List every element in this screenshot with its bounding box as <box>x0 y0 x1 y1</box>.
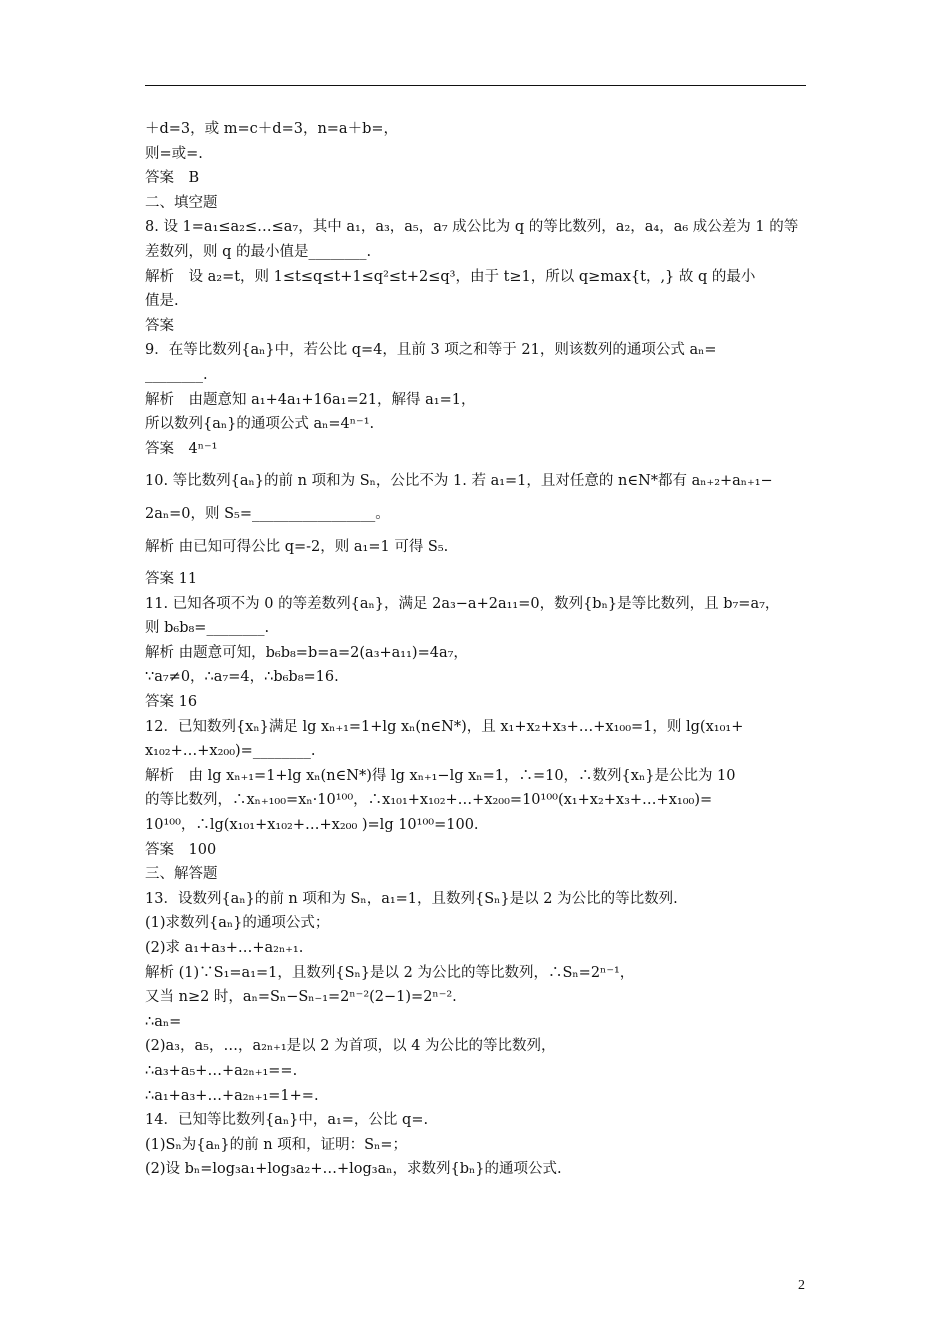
answer-line: 答案 11 <box>145 571 198 588</box>
analysis-line: 解析 由题意知 a₁+4a₁+16a₁=21，解得 a₁=1， <box>145 391 476 408</box>
text-line: x₁₀₂+…+x₂₀₀)=________. <box>145 743 316 760</box>
analysis-line: 解析 (1)∵S₁=a₁=1，且数列{Sₙ}是以 2 为公比的等比数列，∴Sₙ=2ⁿ⁻¹， <box>145 964 635 981</box>
text-line: ________. <box>145 366 208 383</box>
question-13: 13．设数列{aₙ}的前 n 项和为 Sₙ，a₁=1，且数列{Sₙ}是以 2 为公比的等比数列. <box>145 890 678 907</box>
page-number: 2 <box>798 1278 805 1293</box>
header-rule <box>145 85 806 86</box>
text-line: ∵a₇≠0，∴a₇=4，∴b₆b₈=16. <box>145 669 339 686</box>
text-line: 10¹⁰⁰，∴lg(x₁₀₁+x₁₀₂+…+x₂₀₀ )=lg 10¹⁰⁰=100. <box>145 817 479 834</box>
analysis-line: 解析 由 lg xₙ₊₁=1+lg xₙ(n∈N*)得 lg xₙ₊₁−lg xₙ=1，∴=10，∴数列{xₙ}是公比为 10 <box>145 767 736 784</box>
text-line: ∴a₃+a₅+…+a₂ₙ₊₁==. <box>145 1062 298 1079</box>
question-12: 12．已知数列{xₙ}满足 lg xₙ₊₁=1+lg xₙ(n∈N*)，且 x₁+x₂+x₃+…+x₁₀₀=1，则 lg(x₁₀₁+ <box>145 718 744 735</box>
text-line: 值是. <box>145 293 179 310</box>
text-line: 差数列，则 q 的最小值是________. <box>145 243 372 260</box>
text-line: (2)求 a₁+a₃+…+a₂ₙ₊₁. <box>145 940 304 956</box>
answer-line: 答案 4ⁿ⁻¹ <box>145 440 218 457</box>
text-line: ∴aₙ= <box>145 1013 182 1030</box>
text-line: 又当 n≥2 时，aₙ=Sₙ−Sₙ₋₁=2ⁿ⁻²(2−1)=2ⁿ⁻². <box>145 989 457 1006</box>
text-line: 2aₙ=0，则 S₅=_________________。 <box>145 505 390 522</box>
document-body <box>145 117 810 1182</box>
question-11: 11. 已知各项不为 0 的等差数列{aₙ}，满足 2a₃−a+2a₁₁=0，数列{bₙ}是等比数列，且 b₇=a₇， <box>145 595 780 612</box>
text-line: (2)设 bₙ=log₃a₁+log₃a₂+…+log₃aₙ，求数列{bₙ}的通项公式. <box>145 1161 562 1178</box>
text-line: ＋d=3，或 m=c＋d=3，n=a＋b=， <box>145 121 399 137</box>
section-heading: 二、填空题 <box>145 194 218 211</box>
question-8: 8. 设 1=a₁≤a₂≤…≤a₇，其中 a₁，a₃，a₅，a₇ 成公比为 q 的等比数列，a₂，a₄，a₆ 成公差为 1 的等 <box>145 219 799 236</box>
question-10: 10. 等比数列{aₙ}的前 n 项和为 Sₙ，公比不为 1. 若 a₁=1，且对任意的 n∈N*都有 aₙ₊₂+aₙ₊₁− <box>145 473 773 490</box>
answer-line: 答案 <box>145 317 174 334</box>
question-14: 14．已知等比数列{aₙ}中，a₁=，公比 q=. <box>145 1112 429 1129</box>
answer-line: 答案 B <box>145 170 200 187</box>
text-line: 所以数列{aₙ}的通项公式 aₙ=4ⁿ⁻¹. <box>145 416 375 433</box>
analysis-line: 解析 由题意可知，b₆b₈=b=a=2(a₃+a₁₁)=4a₇， <box>145 644 468 661</box>
section-heading: 三、解答题 <box>145 866 218 883</box>
text-line: ∴a₁+a₃+…+a₂ₙ₊₁=1+=. <box>145 1087 319 1104</box>
text-line: (1)求数列{aₙ}的通项公式； <box>145 915 330 932</box>
analysis-line: 解析 由已知可得公比 q=-2，则 a₁=1 可得 S₅. <box>145 538 449 555</box>
text-line: (2)a₃，a₅，…，a₂ₙ₊₁是以 2 为首项，以 4 为公比的等比数列， <box>145 1038 556 1055</box>
answer-line: 答案 16 <box>145 694 198 711</box>
text-line: 则 b₆b₈=________. <box>145 620 270 637</box>
text-line: 的等比数列，∴xₙ₊₁₀₀=xₙ·10¹⁰⁰，∴x₁₀₁+x₁₀₂+…+x₂₀₀=10¹⁰⁰(x₁+x₂+x₃+…+x₁₀₀)= <box>145 792 713 809</box>
text-line: (1)Sₙ为{aₙ}的前 n 项和，证明：Sₙ=； <box>145 1136 408 1153</box>
question-9: 9．在等比数列{aₙ}中，若公比 q=4，且前 3 项之和等于 21，则该数列的通项公式 aₙ= <box>145 342 717 359</box>
answer-line: 答案 100 <box>145 841 217 858</box>
analysis-line: 解析 设 a₂=t，则 1≤t≤q≤t+1≤q²≤t+2≤q³，由于 t≥1，所以 q≥max{t，,} 故 q 的最小 <box>145 268 756 285</box>
text-line: 则=或=. <box>145 145 203 162</box>
